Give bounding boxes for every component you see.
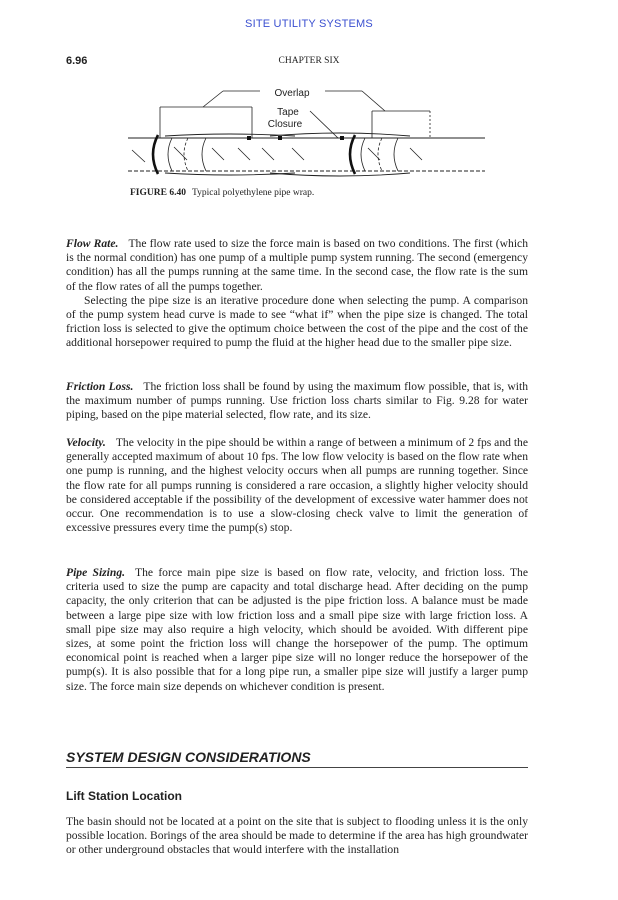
pipe-sizing-heading: Pipe Sizing. [66, 566, 126, 579]
friction-loss-text: The friction loss shall be found by using the maximum flow possible, that is, with the maximum number of pumps running. Use friction loss charts similar to Fig. 9.28 for water piping, based on the pipe material selected, flow rate, and its size. [66, 380, 529, 422]
lift-station-section [66, 815, 528, 858]
system-design-heading: SYSTEM DESIGN CONSIDERATIONS [66, 749, 528, 768]
flow-rate-text-2: Selecting the pipe size is an iterative procedure done when selecting the pump. A comparison of the pump system head curve is made to see “what if” when the pipe size is changed. The total friction loss is selected to give the optimum choice between the cost of the pipe and the cost of the additional horsepower required to pump the fluid at the higher head due to the smaller pipe size. [66, 293, 528, 350]
velocity-section [66, 436, 528, 535]
velocity-text: The velocity in the pipe should be within a range of between a minimum of 2 fps and the generally accepted maximum of about 10 fps. The low flow velocity is based on the flow rate when one pump is running, and the highest velocity occurs when all pumps are running together. Since the flow rate for all pumps running is considered a rare occasion, a slightly higher velocity should be considered acceptable if the possibility of the development of excessive water hammer does not occur. One recommendation is to use a slow-closing check valve to limit the generation of excessive pressures every time the pump(s) stop. [66, 436, 528, 535]
pipe-sizing-text: The force main pipe size is based on flow rate, velocity, and friction loss. The criteria used to size the pump are capacity and total discharge head. After deciding on the pump capacity, the only criterion that can be adjusted is the pipe friction loss. A balance must be made between a large pipe size with low friction loss and a small pipe size with large friction loss. A small pipe size may also require a high velocity, which should be avoided. With different pipe sizes, at some point the friction loss will change the horsepower of the pump. The optimum economical point is reached when a larger pipe size will no longer reduce the horsepower of the pump(s). It is also possible that for a long pipe run, a smaller pipe size will justify a larger pump size. The force main size depends on whichever condition is present. [66, 566, 528, 693]
flow-rate-section [66, 237, 528, 351]
pipe-wrap-figure [110, 80, 510, 180]
tape-closure-rings [153, 135, 355, 174]
pipe-sizing-section [66, 566, 528, 694]
flow-rate-text: The flow rate used to size the force main is based on two conditions. The first (which is the normal condition) has one pump of a multiple pump system running. The second (emergency condition) has all the pumps running at the same time. In the second case, the flow rate is the sum of the flow rates of all the pumps together. [66, 237, 528, 293]
closure-label: Closure [267, 119, 303, 130]
figure-caption [130, 188, 314, 198]
friction-loss-heading: Friction Loss. [66, 380, 134, 393]
tape-label: Tape [277, 107, 299, 118]
running-head: SITE UTILITY SYSTEMS [245, 18, 373, 30]
friction-loss-section [66, 380, 528, 423]
page-number: 6.96 [66, 55, 88, 67]
chapter-title: CHAPTER SIX [278, 56, 340, 66]
lift-station-text: The basin should not be located at a point on the site that is subject to flooding unless it is the only possible location. Borings of the area should be made to determine if the area has high groundwater or other underground obstacles that would interfere with the installation [66, 815, 529, 857]
lift-station-subheading: Lift Station Location [66, 789, 182, 803]
figure-caption-text: Typical polyethylene pipe wrap. [191, 188, 315, 198]
velocity-heading: Velocity. [66, 436, 106, 449]
flow-rate-heading: Flow Rate. [66, 237, 119, 250]
figure-number: FIGURE 6.40 [130, 188, 186, 198]
overlap-label: Overlap [274, 88, 310, 99]
wrap-seams [168, 138, 398, 171]
